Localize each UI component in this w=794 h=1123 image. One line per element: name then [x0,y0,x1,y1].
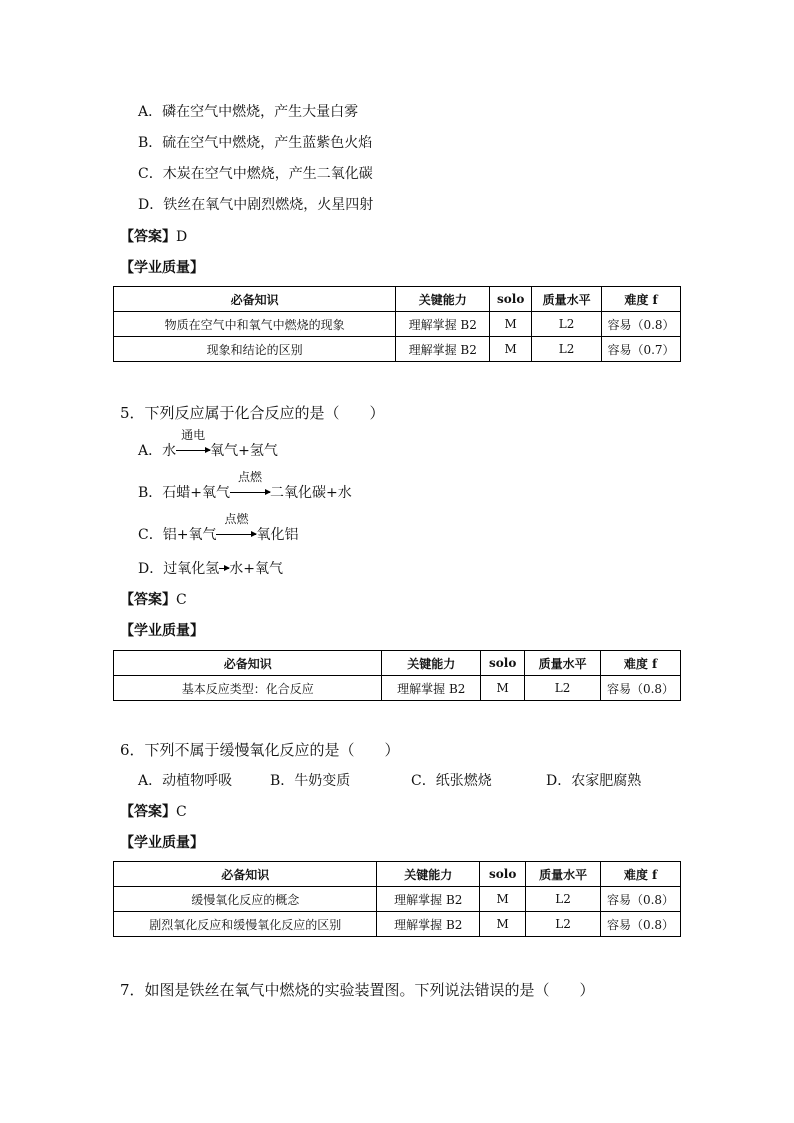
cell-difficulty: 容易（0.8） [601,912,681,937]
q6-option-d: D．农家肥腐熟 [546,773,642,789]
q4-option-b: B．硫在空气中燃烧，产生蓝紫色火焰 [138,135,373,151]
answer-label: 【答案】 [120,804,176,820]
cell-solo: M [481,676,525,701]
option-prefix: B．石蜡+氧气 [138,485,231,501]
header-quality-level: 质量水平 [525,651,601,676]
header-difficulty: 难度 f [601,862,681,887]
cell-knowledge: 物质在空气中和氧气中燃烧的现象 [114,312,396,337]
header-ability: 关键能力 [396,287,490,312]
cell-ability: 理解掌握 B2 [396,337,490,362]
option-suffix: 水+氧气 [229,561,283,577]
q6-option-c: C．纸张燃烧 [411,773,492,789]
option-suffix: 二氧化碳+水 [270,485,352,501]
option-prefix: A．水 [138,443,177,459]
q4-quality-label [120,259,204,277]
reaction-arrow-icon [176,428,210,460]
cell-solo: M [490,337,532,362]
q5-answer [120,591,187,609]
reaction-condition: 点燃 [224,512,249,526]
option-prefix: D．过氧化氢 [138,561,220,577]
reaction-condition: 点燃 [238,470,263,484]
table-header-row [114,287,681,312]
option-prefix: C．铝+氧气 [138,527,217,543]
table-row [114,312,681,337]
q4-option-a: A．磷在空气中燃烧，产生大量白雾 [138,104,359,120]
option-suffix: 氧气+氢气 [210,443,278,459]
answer-value: C [176,804,187,820]
q6-answer [120,803,187,821]
q4-option-d: D．铁丝在氧气中剧烈燃烧，火星四射 [138,197,374,213]
answer-label: 【答案】 [120,592,176,608]
q6-option-b: B．牛奶变质 [270,773,351,789]
cell-ability: 理解掌握 B2 [396,312,490,337]
q5-option-c [138,512,299,544]
header-quality-level: 质量水平 [532,287,602,312]
reaction-arrow-icon [219,560,229,578]
reaction-arrow-icon [230,470,270,502]
cell-ability: 理解掌握 B2 [377,912,480,937]
cell-solo: M [490,312,532,337]
table-header-row [114,651,681,676]
quality-label-text: 【学业质量】 [120,260,204,276]
q4-answer [120,228,187,246]
q4-quality-table [113,286,681,362]
q5-stem: 5．下列反应属于化合反应的是（ ） [120,404,385,422]
header-ability: 关键能力 [377,862,480,887]
cell-quality-level: L2 [532,312,602,337]
header-knowledge: 必备知识 [114,651,382,676]
option-suffix: 氧化铝 [256,527,299,543]
cell-difficulty: 容易（0.8） [602,312,681,337]
cell-quality-level: L2 [525,676,601,701]
cell-difficulty: 容易（0.8） [601,887,681,912]
cell-difficulty: 容易（0.8） [601,676,681,701]
header-difficulty: 难度 f [601,651,681,676]
cell-quality-level: L2 [532,337,602,362]
q5-option-b [138,470,352,502]
q6-quality-label [120,834,204,852]
table-row [114,676,681,701]
header-ability: 关键能力 [382,651,481,676]
cell-ability: 理解掌握 B2 [377,887,480,912]
cell-solo: M [480,887,526,912]
answer-label: 【答案】 [120,229,176,245]
cell-ability: 理解掌握 B2 [382,676,481,701]
cell-quality-level: L2 [526,912,601,937]
q7-stem: 7．如图是铁丝在氧气中燃烧的实验装置图。下列说法错误的是（ ） [120,981,595,999]
header-solo: solo [490,287,532,312]
answer-value: C [176,592,187,608]
cell-quality-level: L2 [526,887,601,912]
reaction-arrow-icon [216,512,256,544]
answer-value: D [176,229,188,245]
q6-quality-table [113,861,681,937]
quality-label-text: 【学业质量】 [120,623,204,639]
q4-option-c: C．木炭在空气中燃烧，产生二氧化碳 [138,166,373,182]
table-row [114,887,681,912]
q5-quality-label [120,622,204,640]
reaction-condition: 通电 [181,428,206,442]
q6-stem: 6．下列不属于缓慢氧化反应的是（ ） [120,741,400,759]
header-quality-level: 质量水平 [526,862,601,887]
cell-solo: M [480,912,526,937]
q5-option-a [138,428,278,460]
table-header-row [114,862,681,887]
table-row [114,912,681,937]
cell-knowledge: 剧烈氧化反应和缓慢氧化反应的区别 [114,912,377,937]
quality-label-text: 【学业质量】 [120,835,204,851]
header-solo: solo [481,651,525,676]
cell-knowledge: 现象和结论的区别 [114,337,396,362]
q6-option-a: A．动植物呼吸 [138,773,233,789]
header-knowledge: 必备知识 [114,287,396,312]
header-difficulty: 难度 f [602,287,681,312]
header-solo: solo [480,862,526,887]
header-knowledge: 必备知识 [114,862,377,887]
q5-option-d [138,560,283,578]
table-row [114,337,681,362]
q5-quality-table [113,650,681,701]
cell-knowledge: 缓慢氧化反应的概念 [114,887,377,912]
cell-knowledge: 基本反应类型：化合反应 [114,676,382,701]
cell-difficulty: 容易（0.7） [602,337,681,362]
